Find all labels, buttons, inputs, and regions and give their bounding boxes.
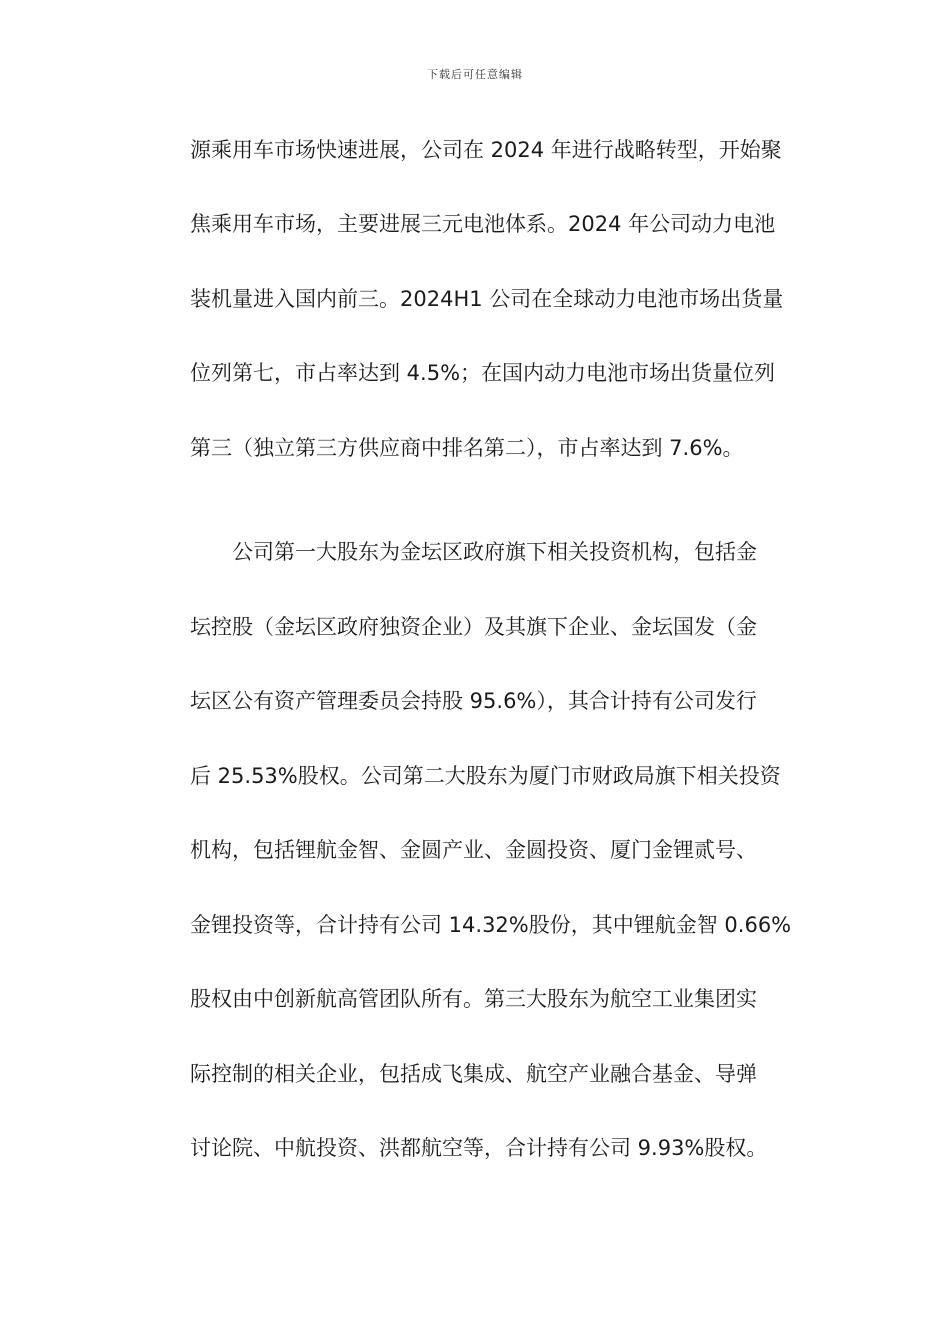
paragraph-line: 金锂投资等，合计持有公司 14.32%股份，其中锂航金智 0.66% (190, 913, 792, 937)
paragraph-line: 机构，包括锂航金智、金圆产业、金圆投资、厦门金锂贰号、 (190, 838, 757, 862)
paragraph-line: 第三（独立第三方供应商中排名第二），市占率达到 7.6%。 (190, 436, 744, 460)
paragraph-line: 股权由中创新航高管团队所有。第三大股东为航空工业集团实 (190, 987, 757, 1011)
paragraph-line: 公司第一大股东为金坛区政府旗下相关投资机构，包括金 (232, 540, 757, 564)
paragraph-line: 焦乘用车市场，主要进展三元电池体系。2024 年公司动力电池 (190, 212, 776, 236)
paragraph-line: 装机量进入国内前三。2024H1 公司在全球动力电池市场出货量 (190, 287, 784, 311)
paragraph-line: 源乘用车市场快速进展，公司在 2024 年进行战略转型，开始聚 (190, 138, 782, 162)
paragraph-line: 坛控股（金坛区政府独资企业）及其旗下企业、金坛国发（金 (190, 615, 757, 639)
paragraph-line: 后 25.53%股权。公司第二大股东为厦门市财政局旗下相关投资 (190, 764, 781, 788)
paragraph-line: 讨论院、中航投资、洪都航空等，合计持有公司 9.93%股权。 (190, 1136, 768, 1160)
paragraph-line: 位列第七，市占率达到 4.5%；在国内动力电池市场出货量位列 (190, 361, 776, 385)
page-header: 下载后可任意编辑 (427, 68, 523, 81)
paragraph-line: 际控制的相关企业，包括成飞集成、航空产业融合基金、导弹 (190, 1062, 757, 1086)
paragraph-line: 坛区公有资产管理委员会持股 95.6%），其合计持有公司发行 (190, 689, 757, 713)
